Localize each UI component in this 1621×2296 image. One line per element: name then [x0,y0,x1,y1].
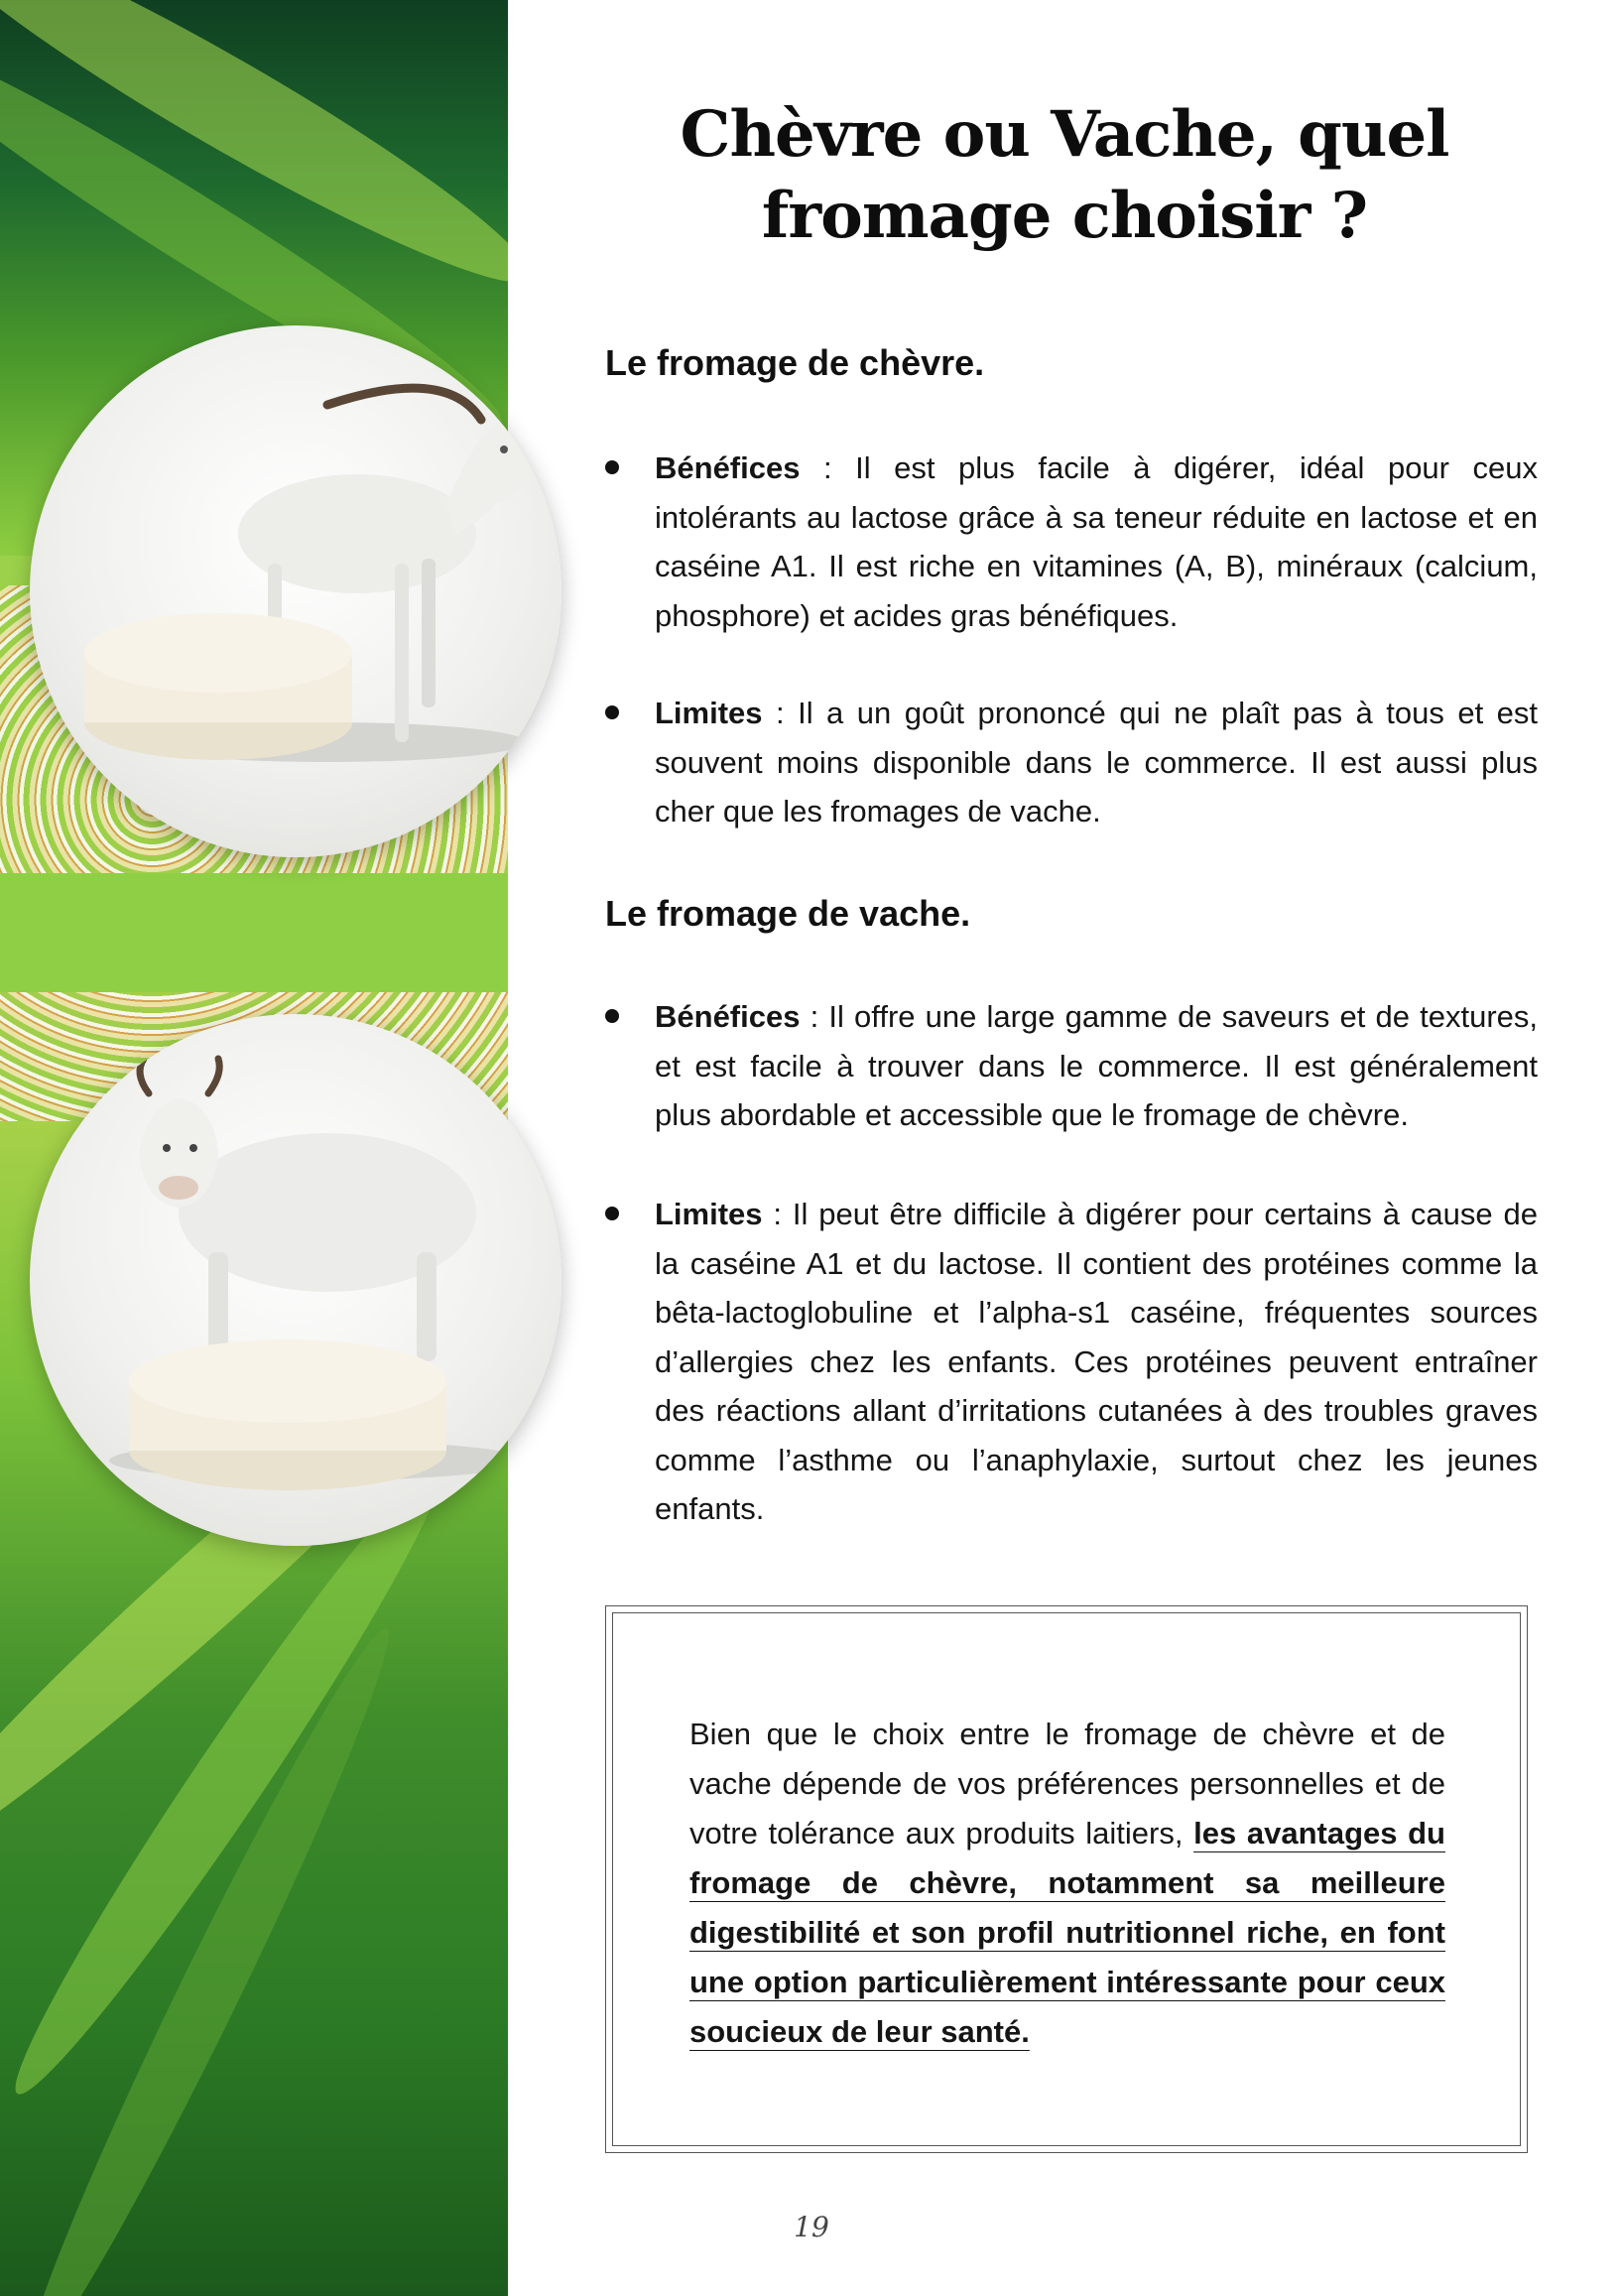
cow-section-heading: Le fromage de vache. [605,893,971,934]
cow-limits-list [605,1190,1538,1534]
conclusion-plain: Bien que le choix entre le fromage de chèvre et de vache dépende de vos préférences personnelles et de votre tolérance aux produits laitiers, [689,1717,1445,1850]
cow-illustration [30,1014,561,1546]
list-item [605,689,1538,836]
bullet-icon [605,705,619,719]
cow-cheese-image [30,1014,561,1546]
bullet-icon [605,460,619,474]
cow-benefits-list [605,992,1538,1140]
bullet-icon [605,1207,619,1220]
benefits-text: : Il offre une large gamme de saveurs et de textures, et est facile à trouver dans le commerce. Il est généralement plus abordable et accessible que le fromage de chèvre. [655,999,1538,1132]
goat-cheese-image [30,325,561,857]
benefits-label: Bénéfices [655,450,801,485]
content-column [508,0,1621,2296]
list-item [605,444,1538,640]
page-number: 19 [794,2211,829,2243]
limits-label: Limites [655,1197,763,1231]
list-item [605,992,1538,1140]
conclusion-emphasis: les avantages du fromage de chèvre, notamment sa meilleure digestibilité et son profil nutritionnel riche, en font une option particulièrement intéressante pour ceux soucieux de leur santé. [689,1816,1445,2049]
conclusion-box [605,1605,1528,2153]
goat-benefits-list [605,444,1538,640]
limits-text: : Il peut être difficile à digérer pour certains à cause de la caséine A1 et du lactose. Il contient des protéines comme la bêta-lactoglobuline et l’alpha-s1 caséine, fréquentes sources d’allergies chez les enfants. Ces protéines peuvent entraîner des réactions allant d’irritations cutanées à des troubles graves comme l’asthme ou l’anaphylaxie, surtout chez les jeunes enfants. [655,1197,1538,1526]
bullet-icon [605,1009,619,1023]
conclusion-text [689,1710,1445,2057]
benefits-label: Bénéfices [655,999,801,1034]
limits-label: Limites [655,696,763,730]
goat-section-heading: Le fromage de chèvre. [605,342,985,383]
page-title: Chèvre ou Vache, quel fromage choisir ? [680,97,1449,253]
limits-text: : Il a un goût prononcé qui ne plaît pas à tous et est souvent moins disponible dans le commerce. Il est aussi plus cher que les fromages de vache. [655,696,1538,829]
goat-limits-list [605,689,1538,836]
list-item [605,1190,1538,1534]
food-photo-band [0,873,508,992]
benefits-text: : Il est plus facile à digérer, idéal pour ceux intolérants au lactose grâce à sa teneur réduite en lactose et en caséine A1. Il est riche en vitamines (A, B), minéraux (calcium, phosphore) et acides gras bénéfiques. [655,450,1538,633]
goat-illustration [30,325,561,857]
